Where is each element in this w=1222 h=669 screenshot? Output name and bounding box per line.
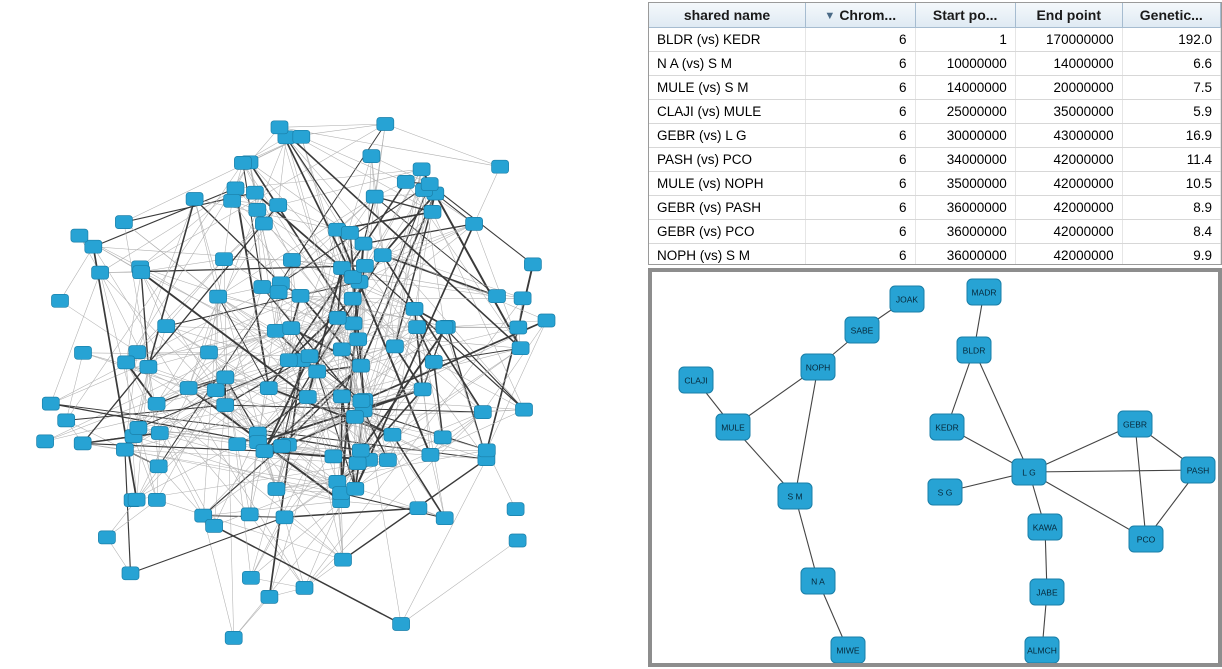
- network-node[interactable]: [115, 216, 132, 229]
- network-node[interactable]: [377, 118, 394, 131]
- network-node[interactable]: [930, 414, 964, 440]
- network-edge[interactable]: [285, 508, 419, 517]
- network-node[interactable]: [242, 571, 259, 584]
- node-label: NOPH: [805, 362, 831, 373]
- network-edge[interactable]: [60, 247, 93, 301]
- network-node[interactable]: [293, 130, 310, 143]
- network-edge[interactable]: [280, 124, 386, 127]
- network-node[interactable]: [98, 531, 115, 544]
- node-label: JABE: [1036, 587, 1058, 598]
- network-node[interactable]: [224, 194, 241, 207]
- cell-end-point: 42000000: [1015, 172, 1122, 196]
- network-node[interactable]: [301, 350, 318, 363]
- network-node[interactable]: [510, 321, 527, 334]
- network-node[interactable]: [967, 279, 1001, 305]
- cell-end-point: 42000000: [1015, 148, 1122, 172]
- network-node[interactable]: [778, 483, 812, 509]
- network-node[interactable]: [352, 444, 369, 457]
- node-label: KAWA: [1032, 522, 1058, 533]
- network-node[interactable]: [397, 175, 414, 188]
- network-edge[interactable]: [280, 127, 521, 348]
- cell-shared-name: GEBR (vs) L G: [649, 124, 806, 148]
- table-row[interactable]: [649, 148, 1221, 172]
- column-header-shared-name[interactable]: [649, 3, 806, 28]
- node-label: L G: [1022, 467, 1036, 478]
- network-node[interactable]: [246, 186, 263, 199]
- network-node[interactable]: [957, 337, 991, 363]
- network-node[interactable]: [1028, 514, 1062, 540]
- network-node[interactable]: [410, 502, 427, 515]
- cell-chromosome: 6: [806, 28, 916, 52]
- column-header-chromosome[interactable]: [806, 3, 916, 28]
- network-node[interactable]: [406, 302, 423, 315]
- cell-end-point: 42000000: [1015, 196, 1122, 220]
- network-node[interactable]: [151, 427, 168, 440]
- cell-genetic: 5.9: [1122, 100, 1220, 124]
- cell-shared-name: N A (vs) S M: [649, 52, 806, 76]
- network-edge[interactable]: [138, 367, 148, 428]
- network-node[interactable]: [37, 435, 54, 448]
- cell-genetic: 7.5: [1122, 76, 1220, 100]
- network-node[interactable]: [1129, 526, 1163, 552]
- cell-shared-name: CLAJI (vs) MULE: [649, 100, 806, 124]
- network-node[interactable]: [333, 343, 350, 356]
- network-node[interactable]: [74, 437, 91, 450]
- network-node[interactable]: [150, 460, 167, 473]
- network-node[interactable]: [283, 254, 300, 267]
- network-node[interactable]: [344, 292, 361, 305]
- network-node[interactable]: [342, 226, 359, 239]
- network-node[interactable]: [366, 190, 383, 203]
- network-node[interactable]: [489, 290, 506, 303]
- network-node[interactable]: [413, 163, 430, 176]
- network-node[interactable]: [299, 391, 316, 404]
- network-node[interactable]: [509, 534, 526, 547]
- results-table-panel[interactable]: [648, 2, 1222, 265]
- network-node[interactable]: [329, 311, 346, 324]
- network-node[interactable]: [234, 156, 251, 169]
- network-node[interactable]: [478, 444, 495, 457]
- network-node[interactable]: [434, 431, 451, 444]
- network-edge[interactable]: [251, 501, 341, 578]
- network-edge[interactable]: [474, 167, 500, 224]
- network-node[interactable]: [58, 414, 75, 427]
- network-node[interactable]: [249, 203, 266, 216]
- cell-chromosome: 6: [806, 124, 916, 148]
- network-node[interactable]: [133, 266, 150, 279]
- network-node[interactable]: [414, 383, 431, 396]
- network-node[interactable]: [512, 342, 529, 355]
- cell-end-point: 14000000: [1015, 52, 1122, 76]
- network-node[interactable]: [254, 281, 271, 294]
- node-label: PASH: [1186, 465, 1210, 476]
- table-row[interactable]: [649, 220, 1221, 244]
- cell-genetic: 9.9: [1122, 244, 1220, 266]
- network-node[interactable]: [207, 384, 224, 397]
- network-node[interactable]: [1025, 637, 1059, 663]
- network-edge[interactable]: [385, 124, 500, 167]
- network-node[interactable]: [158, 320, 175, 333]
- network-node[interactable]: [276, 511, 293, 524]
- network-node[interactable]: [268, 483, 285, 496]
- network-node[interactable]: [349, 457, 366, 470]
- network-node[interactable]: [274, 440, 291, 453]
- cell-genetic: 6.6: [1122, 52, 1220, 76]
- network-node[interactable]: [122, 567, 139, 580]
- network-node[interactable]: [267, 324, 284, 337]
- network-edge[interactable]: [66, 353, 83, 421]
- network-node[interactable]: [227, 182, 244, 195]
- cell-end-point: 35000000: [1015, 100, 1122, 124]
- table-header: [649, 3, 1221, 28]
- table-row[interactable]: [649, 196, 1221, 220]
- network-node[interactable]: [845, 317, 879, 343]
- network-node[interactable]: [130, 421, 147, 434]
- network-node[interactable]: [42, 397, 59, 410]
- node-label: CLAJI: [684, 375, 708, 386]
- column-header-label: End point: [1036, 7, 1101, 23]
- column-header-label: shared name: [683, 7, 771, 23]
- cell-shared-name: BLDR (vs) KEDR: [649, 28, 806, 52]
- cell-genetic: 192.0: [1122, 28, 1220, 52]
- network-node[interactable]: [1012, 459, 1046, 485]
- column-header-label: Chrom...: [839, 7, 897, 23]
- cell-shared-name: GEBR (vs) PCO: [649, 220, 806, 244]
- small-network-edges: [696, 292, 1198, 650]
- big-network-edges: [45, 124, 546, 638]
- column-header-genetic[interactable]: [1122, 3, 1220, 28]
- network-node[interactable]: [424, 205, 441, 218]
- network-node[interactable]: [1118, 411, 1152, 437]
- network-node[interactable]: [128, 493, 145, 506]
- network-node[interactable]: [271, 121, 288, 134]
- network-node[interactable]: [206, 519, 223, 532]
- network-edge[interactable]: [795, 367, 818, 496]
- cell-chromosome: 6: [806, 148, 916, 172]
- network-edge[interactable]: [195, 199, 219, 297]
- network-edge[interactable]: [430, 455, 444, 518]
- table-row[interactable]: [649, 28, 1221, 52]
- network-edge[interactable]: [224, 201, 232, 259]
- cell-genetic: 10.5: [1122, 172, 1220, 196]
- cell-end-point: 20000000: [1015, 76, 1122, 100]
- node-label: JOAK: [895, 294, 919, 305]
- node-label: MIWE: [836, 645, 860, 656]
- network-node[interactable]: [217, 371, 234, 384]
- network-edge[interactable]: [401, 459, 486, 624]
- cell-chromosome: 6: [806, 76, 916, 100]
- table-body: [649, 28, 1221, 266]
- cell-chromosome: 6: [806, 196, 916, 220]
- network-node[interactable]: [217, 399, 234, 412]
- node-label: BLDR: [962, 345, 986, 356]
- node-label: MADR: [971, 287, 997, 298]
- cell-chromosome: 6: [806, 172, 916, 196]
- network-node[interactable]: [180, 382, 197, 395]
- cell-chromosome: 6: [806, 100, 916, 124]
- network-edge[interactable]: [433, 212, 525, 410]
- table-row[interactable]: [649, 76, 1221, 100]
- cell-start-point: 36000000: [915, 220, 1015, 244]
- node-label: N A: [811, 576, 825, 587]
- cell-genetic: 8.4: [1122, 220, 1220, 244]
- network-node[interactable]: [255, 217, 272, 230]
- network-edge[interactable]: [301, 137, 342, 268]
- network-node[interactable]: [801, 354, 835, 380]
- network-node[interactable]: [225, 631, 242, 644]
- network-node[interactable]: [386, 340, 403, 353]
- network-node[interactable]: [1030, 579, 1064, 605]
- cell-chromosome: 6: [806, 220, 916, 244]
- network-edge[interactable]: [401, 541, 517, 625]
- cell-start-point: 25000000: [915, 100, 1015, 124]
- network-edge[interactable]: [285, 517, 344, 559]
- network-node[interactable]: [928, 479, 962, 505]
- network-node[interactable]: [260, 382, 277, 395]
- network-node[interactable]: [309, 365, 326, 378]
- cell-chromosome: 6: [806, 52, 916, 76]
- network-node[interactable]: [353, 359, 370, 372]
- network-node[interactable]: [1181, 457, 1215, 483]
- node-label: SABE: [850, 325, 874, 336]
- network-node[interactable]: [283, 322, 300, 335]
- cell-shared-name: MULE (vs) NOPH: [649, 172, 806, 196]
- network-node[interactable]: [507, 503, 524, 516]
- network-node[interactable]: [466, 217, 483, 230]
- cell-start-point: 36000000: [915, 196, 1015, 220]
- network-node[interactable]: [296, 581, 313, 594]
- cell-start-point: 35000000: [915, 172, 1015, 196]
- network-node[interactable]: [363, 150, 380, 163]
- column-header-label: Genetic...: [1139, 7, 1203, 23]
- network-node[interactable]: [421, 178, 438, 191]
- network-node[interactable]: [350, 333, 367, 346]
- network-node[interactable]: [436, 512, 453, 525]
- network-node[interactable]: [474, 406, 491, 419]
- node-label: ALMCH: [1027, 645, 1057, 656]
- network-node[interactable]: [148, 493, 165, 506]
- cell-shared-name: NOPH (vs) S M: [649, 244, 806, 266]
- results-table: [649, 3, 1221, 265]
- cell-start-point: 36000000: [915, 244, 1015, 266]
- network-node[interactable]: [679, 367, 713, 393]
- network-node[interactable]: [516, 403, 533, 416]
- cell-start-point: 10000000: [915, 52, 1015, 76]
- network-node[interactable]: [292, 289, 309, 302]
- network-node[interactable]: [436, 321, 453, 334]
- small-network-panel[interactable]: [648, 268, 1222, 667]
- filter-icon[interactable]: ▼: [824, 10, 836, 23]
- network-node[interactable]: [52, 294, 69, 307]
- network-edge[interactable]: [93, 247, 136, 500]
- network-node[interactable]: [256, 445, 273, 458]
- network-node[interactable]: [280, 354, 297, 367]
- cell-shared-name: MULE (vs) S M: [649, 76, 806, 100]
- cell-genetic: 8.9: [1122, 196, 1220, 220]
- network-node[interactable]: [422, 448, 439, 461]
- network-node[interactable]: [75, 346, 92, 359]
- network-node[interactable]: [270, 286, 287, 299]
- network-node[interactable]: [384, 428, 401, 441]
- node-label: PCO: [1136, 534, 1156, 545]
- table-row[interactable]: [649, 124, 1221, 148]
- node-label: MULE: [721, 422, 745, 433]
- network-node[interactable]: [325, 450, 342, 463]
- cell-genetic: 11.4: [1122, 148, 1220, 172]
- table-row[interactable]: [649, 52, 1221, 76]
- network-node[interactable]: [270, 199, 287, 212]
- network-node[interactable]: [261, 590, 278, 603]
- cell-genetic: 16.9: [1122, 124, 1220, 148]
- cell-start-point: 1: [915, 28, 1015, 52]
- network-node[interactable]: [524, 258, 541, 271]
- network-edge[interactable]: [974, 350, 1029, 472]
- cell-shared-name: GEBR (vs) PASH: [649, 196, 806, 220]
- cell-chromosome: 6: [806, 244, 916, 266]
- network-node[interactable]: [148, 397, 165, 410]
- node-label: S G: [937, 487, 953, 498]
- network-node[interactable]: [538, 314, 555, 327]
- network-node[interactable]: [229, 438, 246, 451]
- cell-end-point: 170000000: [1015, 28, 1122, 52]
- cell-end-point: 42000000: [1015, 220, 1122, 244]
- column-header-end-point[interactable]: [1015, 3, 1122, 28]
- network-edge[interactable]: [125, 450, 131, 574]
- network-node[interactable]: [801, 568, 835, 594]
- node-label: KEDR: [935, 422, 959, 433]
- network-node[interactable]: [210, 290, 227, 303]
- table-header-row: [649, 3, 1221, 28]
- network-node[interactable]: [241, 508, 258, 521]
- network-node[interactable]: [379, 454, 396, 467]
- network-node[interactable]: [345, 317, 362, 330]
- network-edge[interactable]: [434, 362, 443, 438]
- cell-end-point: 43000000: [1015, 124, 1122, 148]
- network-node[interactable]: [201, 346, 218, 359]
- network-edge[interactable]: [250, 451, 265, 514]
- network-edge[interactable]: [280, 127, 501, 166]
- network-edge[interactable]: [1029, 470, 1198, 472]
- table-row[interactable]: [649, 100, 1221, 124]
- network-node[interactable]: [186, 193, 203, 206]
- network-edge[interactable]: [195, 199, 281, 283]
- network-edge[interactable]: [341, 493, 445, 518]
- column-header-label: Start po...: [932, 7, 998, 23]
- cell-start-point: 14000000: [915, 76, 1015, 100]
- node-label: GEBR: [1122, 419, 1148, 430]
- cell-shared-name: PASH (vs) PCO: [649, 148, 806, 172]
- network-node[interactable]: [514, 292, 531, 305]
- network-node[interactable]: [374, 249, 391, 262]
- network-node[interactable]: [216, 253, 233, 266]
- network-node[interactable]: [140, 360, 157, 373]
- table-row[interactable]: [649, 244, 1221, 266]
- network-edge[interactable]: [1135, 424, 1146, 539]
- cell-end-point: 42000000: [1015, 244, 1122, 266]
- node-label: S M: [787, 491, 803, 502]
- table-row[interactable]: [649, 172, 1221, 196]
- cell-start-point: 30000000: [915, 124, 1015, 148]
- network-node[interactable]: [716, 414, 750, 440]
- network-node[interactable]: [425, 355, 442, 368]
- network-node[interactable]: [118, 356, 135, 369]
- network-node[interactable]: [71, 229, 88, 242]
- network-node[interactable]: [353, 394, 370, 407]
- network-edge[interactable]: [353, 277, 497, 296]
- network-node[interactable]: [116, 443, 133, 456]
- network-node[interactable]: [831, 637, 865, 663]
- network-node[interactable]: [346, 410, 363, 423]
- network-node[interactable]: [409, 321, 426, 334]
- network-node[interactable]: [492, 160, 509, 173]
- network-node[interactable]: [333, 390, 350, 403]
- small-network-canvas[interactable]: [652, 272, 1218, 663]
- network-node[interactable]: [890, 286, 924, 312]
- network-node[interactable]: [335, 553, 352, 566]
- network-node[interactable]: [347, 482, 364, 495]
- column-header-start-point[interactable]: [915, 3, 1015, 28]
- network-node[interactable]: [85, 240, 102, 253]
- cell-start-point: 34000000: [915, 148, 1015, 172]
- network-edge[interactable]: [60, 301, 137, 352]
- network-node[interactable]: [356, 259, 373, 272]
- network-node[interactable]: [393, 618, 410, 631]
- network-node[interactable]: [92, 266, 109, 279]
